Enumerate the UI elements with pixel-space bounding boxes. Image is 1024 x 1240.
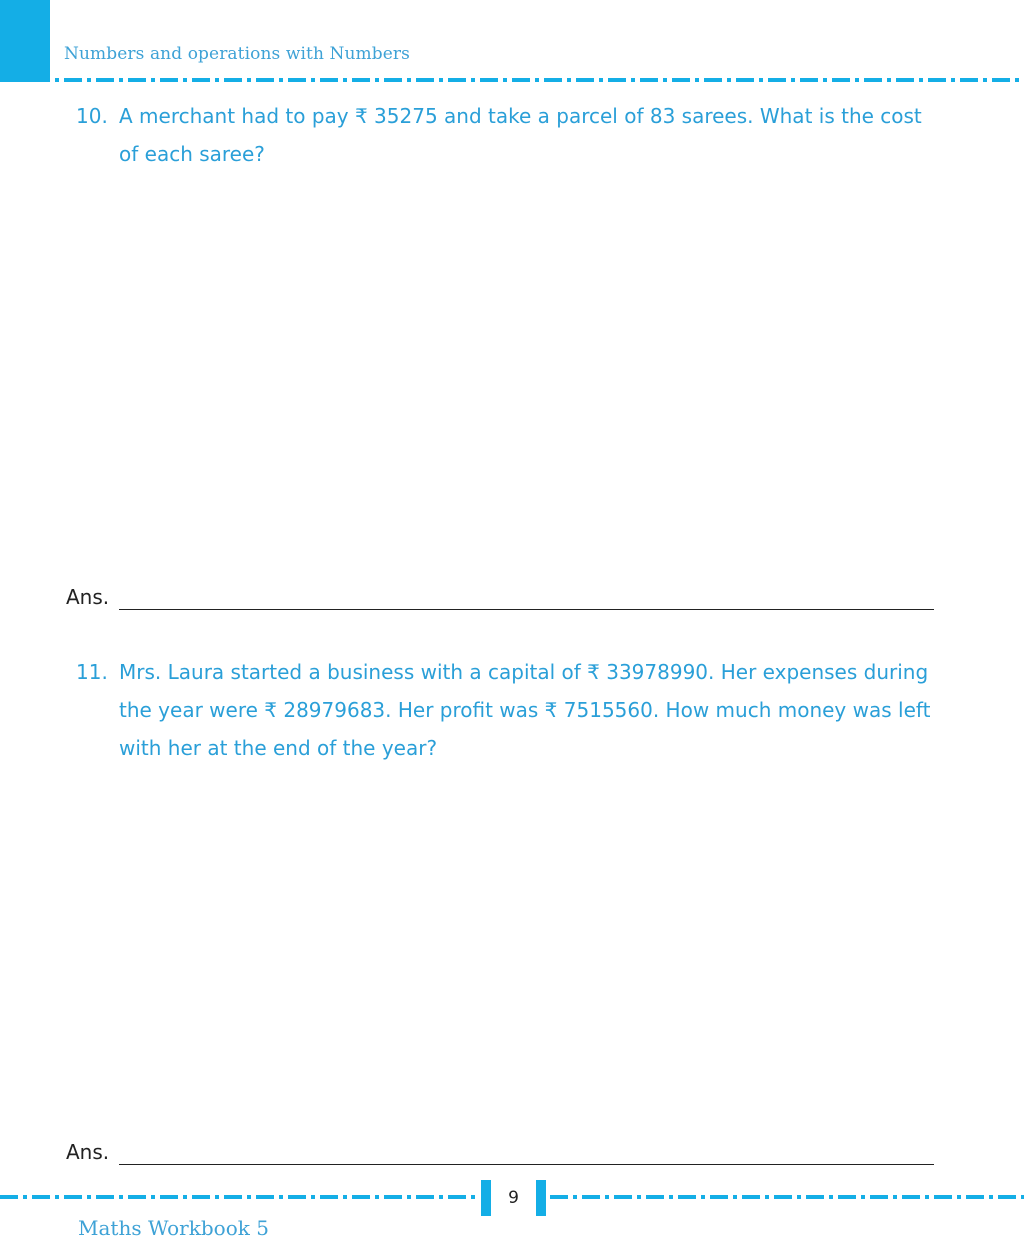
question-number: 10.: [76, 104, 108, 128]
footer-divider-right: [550, 1195, 1024, 1199]
page-number-bracket-left: [481, 1180, 491, 1216]
page-number: 9: [508, 1188, 519, 1208]
question-text: A merchant had to pay ₹ 35275 and take a parcel of 83 sarees. What is the cost of each saree?: [119, 104, 922, 166]
question-11: [76, 653, 946, 767]
answer-row-10: [66, 585, 936, 615]
answer-label: Ans.: [66, 1140, 110, 1164]
question-text: Mrs. Laura started a business with a capital of ₹ 33978990. Her expenses during the year were ₹ 28979683. Her profit was ₹ 7515560. How much money was left with her at the end of the year?: [119, 660, 931, 760]
answer-row-11: [66, 1140, 936, 1170]
question-number: 11.: [76, 660, 108, 684]
answer-line[interactable]: [119, 609, 934, 610]
answer-label: Ans.: [66, 585, 110, 609]
footer-book-title: Maths Workbook 5: [78, 1216, 269, 1240]
question-10: [76, 97, 946, 173]
header-title: Numbers and operations with Numbers: [64, 44, 410, 64]
answer-line[interactable]: [119, 1164, 934, 1165]
page-number-bracket-right: [536, 1180, 546, 1216]
footer-divider-left: [0, 1195, 476, 1199]
header-divider: [0, 78, 1024, 82]
header-accent-block: [0, 0, 50, 82]
